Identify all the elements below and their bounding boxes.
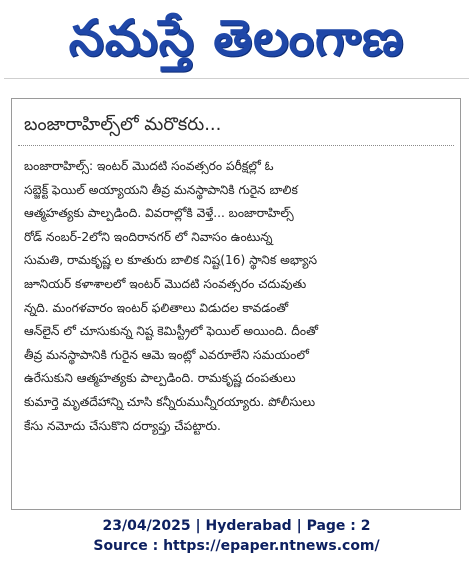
article-body-line: న్నది. మంగళవారం ఇంటర్‌ ఫలితాలు విడుదల కావడంతో: [24, 300, 289, 315]
article-body-line: సుమతి, రామకృష్ణ ల కూతురు బాలిక నిష్ట(16) స్థానిక అభ్యాస: [24, 253, 318, 268]
article-body-line: రోడ్‌ నంబర్‌-2లోని ఇందిరానగర్‌ లో నివాసం ఉంటున్న: [24, 229, 273, 244]
article-headline: బంజారాహిల్స్‌లో మరొకరు...: [24, 114, 222, 135]
masthead-divider: [4, 78, 469, 79]
article-body-line: కేసు నమోదు చేసుకొని దర్యాప్తు చేపట్టారు.: [24, 418, 221, 433]
article-body-line: ఆన్‌లైన్‌ లో చూసుకున్న నిష్ట కెమిస్ట్రీలో ఫెయిల్‌ అయింది. దీంతో: [24, 324, 318, 339]
article-body-line: తీవ్ర మనస్థాపానికి గురైన ఆమె ఇంట్లో ఎవరూలేని సమయంలో: [24, 347, 309, 362]
article-body-line: జూనియర్‌ కళాశాలలో ఇంటర్‌ మొదటి సంవత్సరం చదువుతు: [24, 276, 307, 291]
masthead: [0, 0, 473, 80]
headline-divider: [18, 145, 454, 146]
article-clipping: [11, 98, 461, 510]
article-body: [24, 155, 450, 495]
source-url: Source : https://epaper.ntnews.com/: [93, 538, 380, 554]
article-body-line: కుమార్తె మృతదేహాన్ని చూసి కన్నీరుమున్నీరయ్యారు. పోలీసులు: [24, 394, 316, 409]
article-body-line: బంజారాహిల్స్‌: ఇంటర్‌ మొదటి సంవత్సరం పరీక్షల్లో ఓ: [24, 159, 274, 173]
publication-info: [0, 516, 473, 556]
publication-date-edition: 23/04/2025 | Hyderabad | Page : 2: [102, 518, 371, 534]
article-body-line: ఉరేసుకుని ఆత్మహత్యకు పాల్పడింది. రామకృష్ణ దంపతులు: [24, 371, 296, 386]
article-body-line: ఆత్మహత్యకు పాల్పడింది. వివరాల్లోకి వెళ్తే... బంజారాహిల్స్‌: [24, 206, 294, 221]
newspaper-logo-title: నమస్తే తెలంగాణ: [68, 9, 405, 67]
article-body-line: సబ్జెక్ట్‌ ఫెయిల్‌ అయ్యాయని తీవ్ర మనస్థాపానికి గురైన బాలిక: [24, 182, 298, 197]
